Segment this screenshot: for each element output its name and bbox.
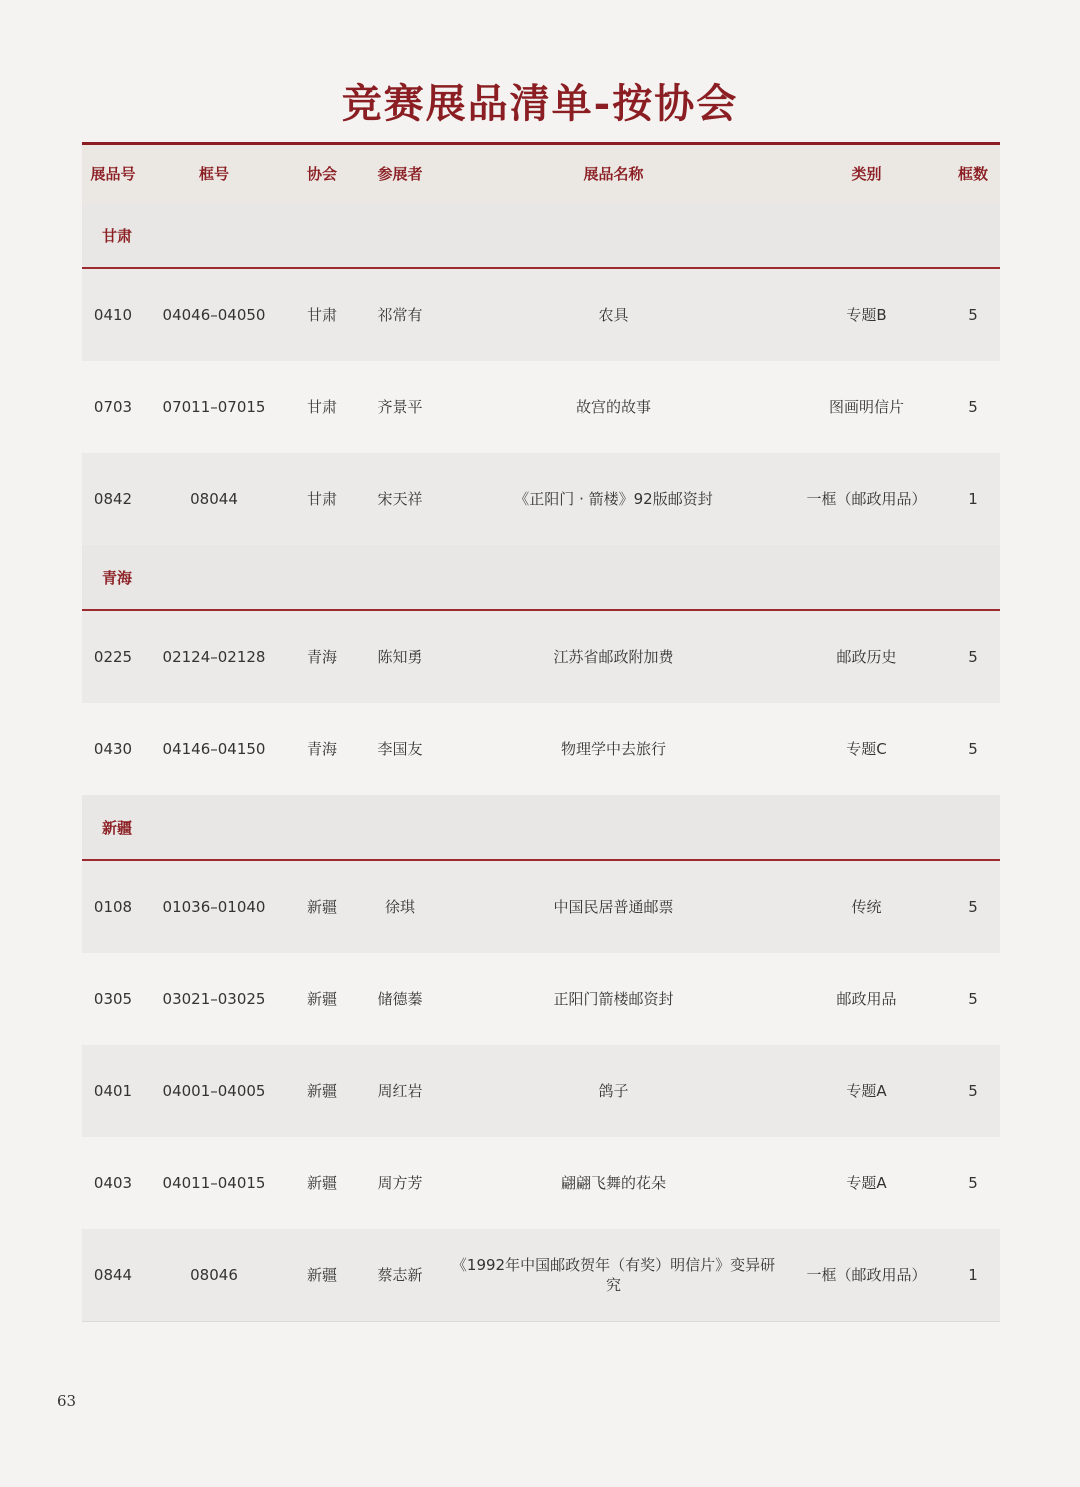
cell-frame-count: 5 xyxy=(968,1174,978,1192)
cell-exhibitor: 祁常有 xyxy=(377,306,423,324)
table-body xyxy=(82,203,1000,1322)
cell-exhibit-no: 0403 xyxy=(93,1174,133,1192)
cell-exhibitor: 宋天祥 xyxy=(377,490,423,508)
cell-exhibit-title: 翩翩飞舞的花朵 xyxy=(560,1174,666,1192)
cell-exhibit-no: 0842 xyxy=(93,490,133,508)
cell-exhibitor: 齐景平 xyxy=(377,398,423,416)
cell-frame-no: 08046 xyxy=(190,1266,238,1284)
cell-frame-count: 1 xyxy=(968,1266,978,1284)
group-row xyxy=(82,545,1000,611)
cell-frame-count: 5 xyxy=(968,898,978,916)
cell-category: 一框（邮政用品） xyxy=(806,490,927,508)
cell-association: 甘肃 xyxy=(306,490,337,508)
cell-exhibit-title: 鸽子 xyxy=(598,1082,629,1100)
cell-exhibit-title: 《正阳门 · 箭楼》92版邮资封 xyxy=(514,490,713,508)
table-row xyxy=(82,953,1000,1045)
cell-category: 一框（邮政用品） xyxy=(806,1266,927,1284)
cell-frame-no: 03021–03025 xyxy=(162,990,266,1008)
page-title: 竞赛展品清单-按协会 xyxy=(341,80,739,127)
cell-category: 专题A xyxy=(846,1174,887,1192)
table-row xyxy=(82,361,1000,453)
cell-frame-count: 5 xyxy=(968,648,978,666)
cell-exhibitor: 储德蓁 xyxy=(377,990,423,1008)
cell-frame-no: 04011–04015 xyxy=(162,1174,266,1192)
page-number: 63 xyxy=(57,1392,77,1410)
cell-exhibit-no: 0703 xyxy=(93,398,133,416)
cell-association: 青海 xyxy=(306,648,337,666)
cell-category: 传统 xyxy=(851,898,882,916)
cell-exhibit-no: 0225 xyxy=(93,648,133,666)
header-exhibit-no: 展品号 xyxy=(90,165,136,183)
cell-category: 专题C xyxy=(846,740,887,758)
cell-association: 新疆 xyxy=(306,1082,337,1100)
cell-exhibitor: 周方芳 xyxy=(377,1174,423,1192)
group-row xyxy=(82,203,1000,269)
cell-category: 专题A xyxy=(846,1082,887,1100)
cell-exhibitor: 陈知勇 xyxy=(377,648,423,666)
header-frame-count: 框数 xyxy=(957,165,988,183)
cell-association: 新疆 xyxy=(306,990,337,1008)
cell-exhibit-title: 正阳门箭楼邮资封 xyxy=(553,990,674,1008)
header-frame-no: 框号 xyxy=(198,165,229,183)
cell-association: 新疆 xyxy=(306,898,337,916)
group-name: 新疆 xyxy=(102,818,133,837)
table-row xyxy=(82,611,1000,703)
cell-association: 新疆 xyxy=(306,1174,337,1192)
cell-frame-no: 08044 xyxy=(190,490,238,508)
cell-association: 甘肃 xyxy=(306,398,337,416)
table-row xyxy=(82,1045,1000,1137)
cell-frame-no: 04001–04005 xyxy=(162,1082,266,1100)
table-row xyxy=(82,1137,1000,1229)
cell-category: 邮政用品 xyxy=(836,990,897,1008)
cell-exhibit-no: 0401 xyxy=(93,1082,133,1100)
cell-exhibitor: 李国友 xyxy=(377,740,423,758)
cell-exhibit-title: 故宫的故事 xyxy=(575,398,651,416)
cell-exhibit-title: 农具 xyxy=(598,306,629,324)
cell-exhibit-title: 中国民居普通邮票 xyxy=(553,898,674,916)
cell-exhibitor: 周红岩 xyxy=(377,1082,423,1100)
table-row xyxy=(82,703,1000,795)
cell-exhibit-no: 0305 xyxy=(93,990,133,1008)
cell-frame-count: 1 xyxy=(968,490,978,508)
cell-category: 邮政历史 xyxy=(836,648,897,666)
cell-exhibit-no: 0844 xyxy=(93,1266,133,1284)
group-row xyxy=(82,795,1000,861)
header-association: 协会 xyxy=(306,165,337,183)
cell-exhibit-no: 0410 xyxy=(93,306,133,324)
cell-frame-no: 07011–07015 xyxy=(162,398,266,416)
cell-association: 青海 xyxy=(306,740,337,758)
cell-exhibit-no: 0108 xyxy=(93,898,133,916)
cell-frame-count: 5 xyxy=(968,398,978,416)
cell-category: 专题B xyxy=(846,306,887,324)
header-category: 类别 xyxy=(851,165,882,183)
cell-association: 甘肃 xyxy=(306,306,337,324)
cell-exhibit-title: 《1992年中国邮政贺年（有奖）明信片》变异研究 xyxy=(451,1256,776,1294)
cell-exhibit-title: 物理学中去旅行 xyxy=(560,740,666,758)
table-header xyxy=(82,145,1000,203)
cell-category: 图画明信片 xyxy=(828,398,904,416)
cell-association: 新疆 xyxy=(306,1266,337,1284)
table-row xyxy=(82,269,1000,361)
cell-exhibit-title: 江苏省邮政附加费 xyxy=(553,648,674,666)
cell-frame-no: 04046–04050 xyxy=(162,306,266,324)
table-row xyxy=(82,861,1000,953)
cell-frame-no: 02124–02128 xyxy=(162,648,266,666)
header-exhibit-title: 展品名称 xyxy=(583,165,644,183)
group-name: 甘肃 xyxy=(102,226,133,245)
cell-exhibitor: 蔡志新 xyxy=(377,1266,423,1284)
cell-frame-count: 5 xyxy=(968,990,978,1008)
cell-frame-no: 01036–01040 xyxy=(162,898,266,916)
cell-frame-count: 5 xyxy=(968,1082,978,1100)
exhibit-table xyxy=(82,142,1000,1322)
cell-frame-count: 5 xyxy=(968,306,978,324)
group-name: 青海 xyxy=(102,568,133,587)
header-exhibitor: 参展者 xyxy=(377,165,423,183)
table-row xyxy=(82,1229,1000,1322)
cell-exhibit-no: 0430 xyxy=(93,740,133,758)
cell-frame-count: 5 xyxy=(968,740,978,758)
cell-frame-no: 04146–04150 xyxy=(162,740,266,758)
cell-exhibitor: 徐琪 xyxy=(384,898,415,916)
table-row xyxy=(82,453,1000,545)
